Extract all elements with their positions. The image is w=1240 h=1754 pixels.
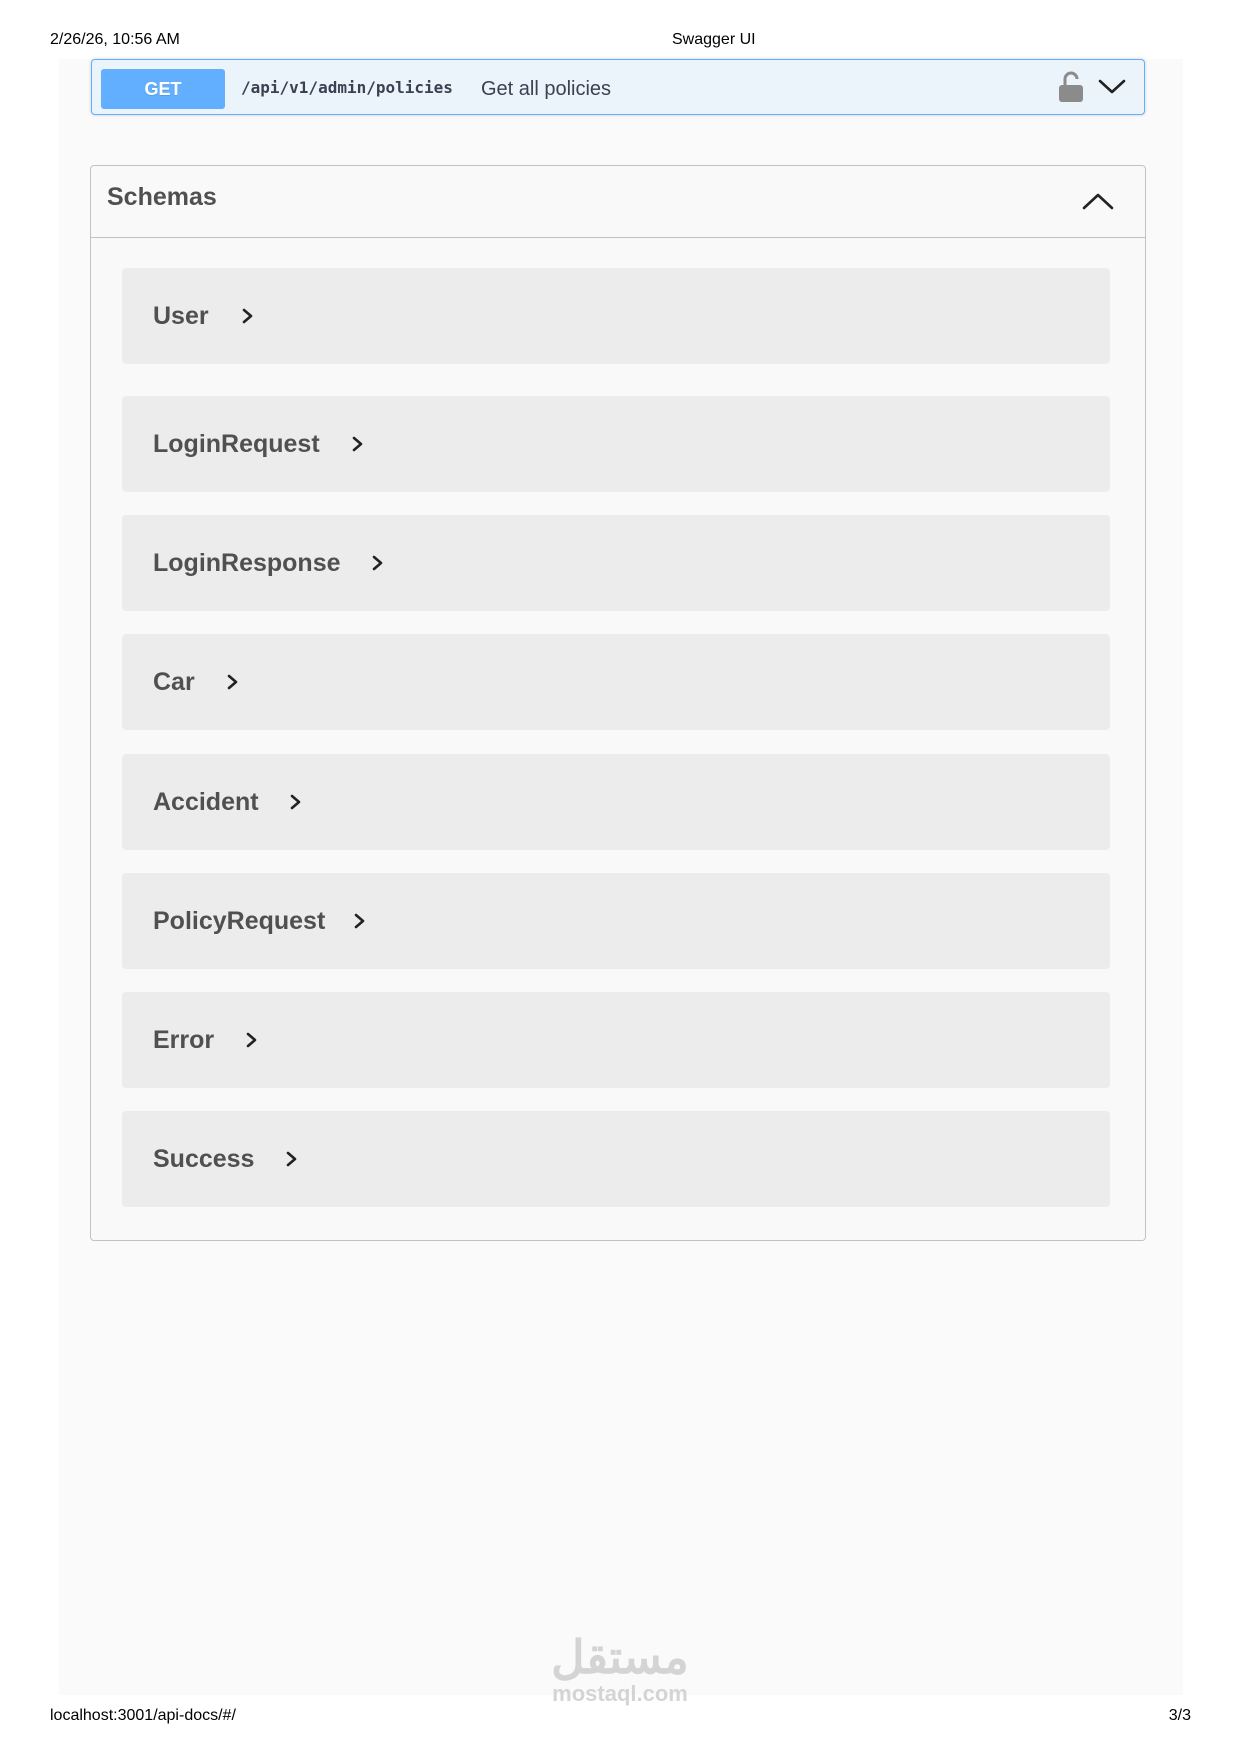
method-badge: GET: [101, 69, 225, 109]
print-page-number: 3/3: [1168, 1707, 1191, 1724]
print-datetime: 2/26/26, 10:56 AM: [50, 31, 180, 48]
chevron-right-icon: [236, 305, 258, 327]
watermark-glyphs: مستقل: [551, 1631, 689, 1683]
chevron-right-icon: [221, 671, 243, 693]
schema-name: Error: [153, 1026, 215, 1054]
chevron-up-icon[interactable]: [1080, 186, 1116, 216]
schema-name: Accident: [153, 788, 259, 816]
schema-row-loginresponse[interactable]: [122, 515, 1110, 611]
watermark-logo: [520, 1632, 720, 1706]
chevron-right-icon: [284, 791, 306, 813]
chevron-right-icon: [240, 1029, 262, 1051]
chevron-right-icon: [348, 910, 370, 932]
chevron-down-icon[interactable]: [1097, 74, 1127, 100]
schema-name: LoginRequest: [153, 430, 320, 458]
schema-name: User: [153, 302, 209, 330]
schema-row-accident[interactable]: [122, 754, 1110, 850]
operation-path: /api/v1/admin/policies: [241, 78, 453, 97]
operation-get-policies[interactable]: [91, 59, 1145, 115]
chevron-right-icon: [346, 433, 368, 455]
unlocked-padlock-icon[interactable]: [1058, 71, 1084, 103]
schemas-title: Schemas: [107, 183, 217, 211]
schema-name: LoginResponse: [153, 549, 341, 577]
print-url: localhost:3001/api-docs/#/: [50, 1707, 236, 1724]
schemas-section: [90, 165, 1146, 1241]
watermark-text: mostaql.com: [552, 1681, 688, 1706]
schema-row-user[interactable]: [122, 268, 1110, 364]
print-header: [0, 31, 1240, 51]
schema-name: Car: [153, 668, 195, 696]
chevron-right-icon: [366, 552, 388, 574]
schemas-header[interactable]: [91, 166, 1145, 238]
schema-name: Success: [153, 1145, 255, 1173]
print-title: Swagger UI: [672, 31, 756, 48]
print-footer: [0, 1707, 1240, 1727]
schema-name: PolicyRequest: [153, 907, 326, 935]
schema-row-loginrequest[interactable]: [122, 396, 1110, 492]
chevron-right-icon: [280, 1148, 302, 1170]
operation-summary: Get all policies: [481, 78, 612, 100]
schema-row-success[interactable]: [122, 1111, 1110, 1207]
schema-row-car[interactable]: [122, 634, 1110, 730]
schema-row-error[interactable]: [122, 992, 1110, 1088]
schema-row-policyrequest[interactable]: [122, 873, 1110, 969]
